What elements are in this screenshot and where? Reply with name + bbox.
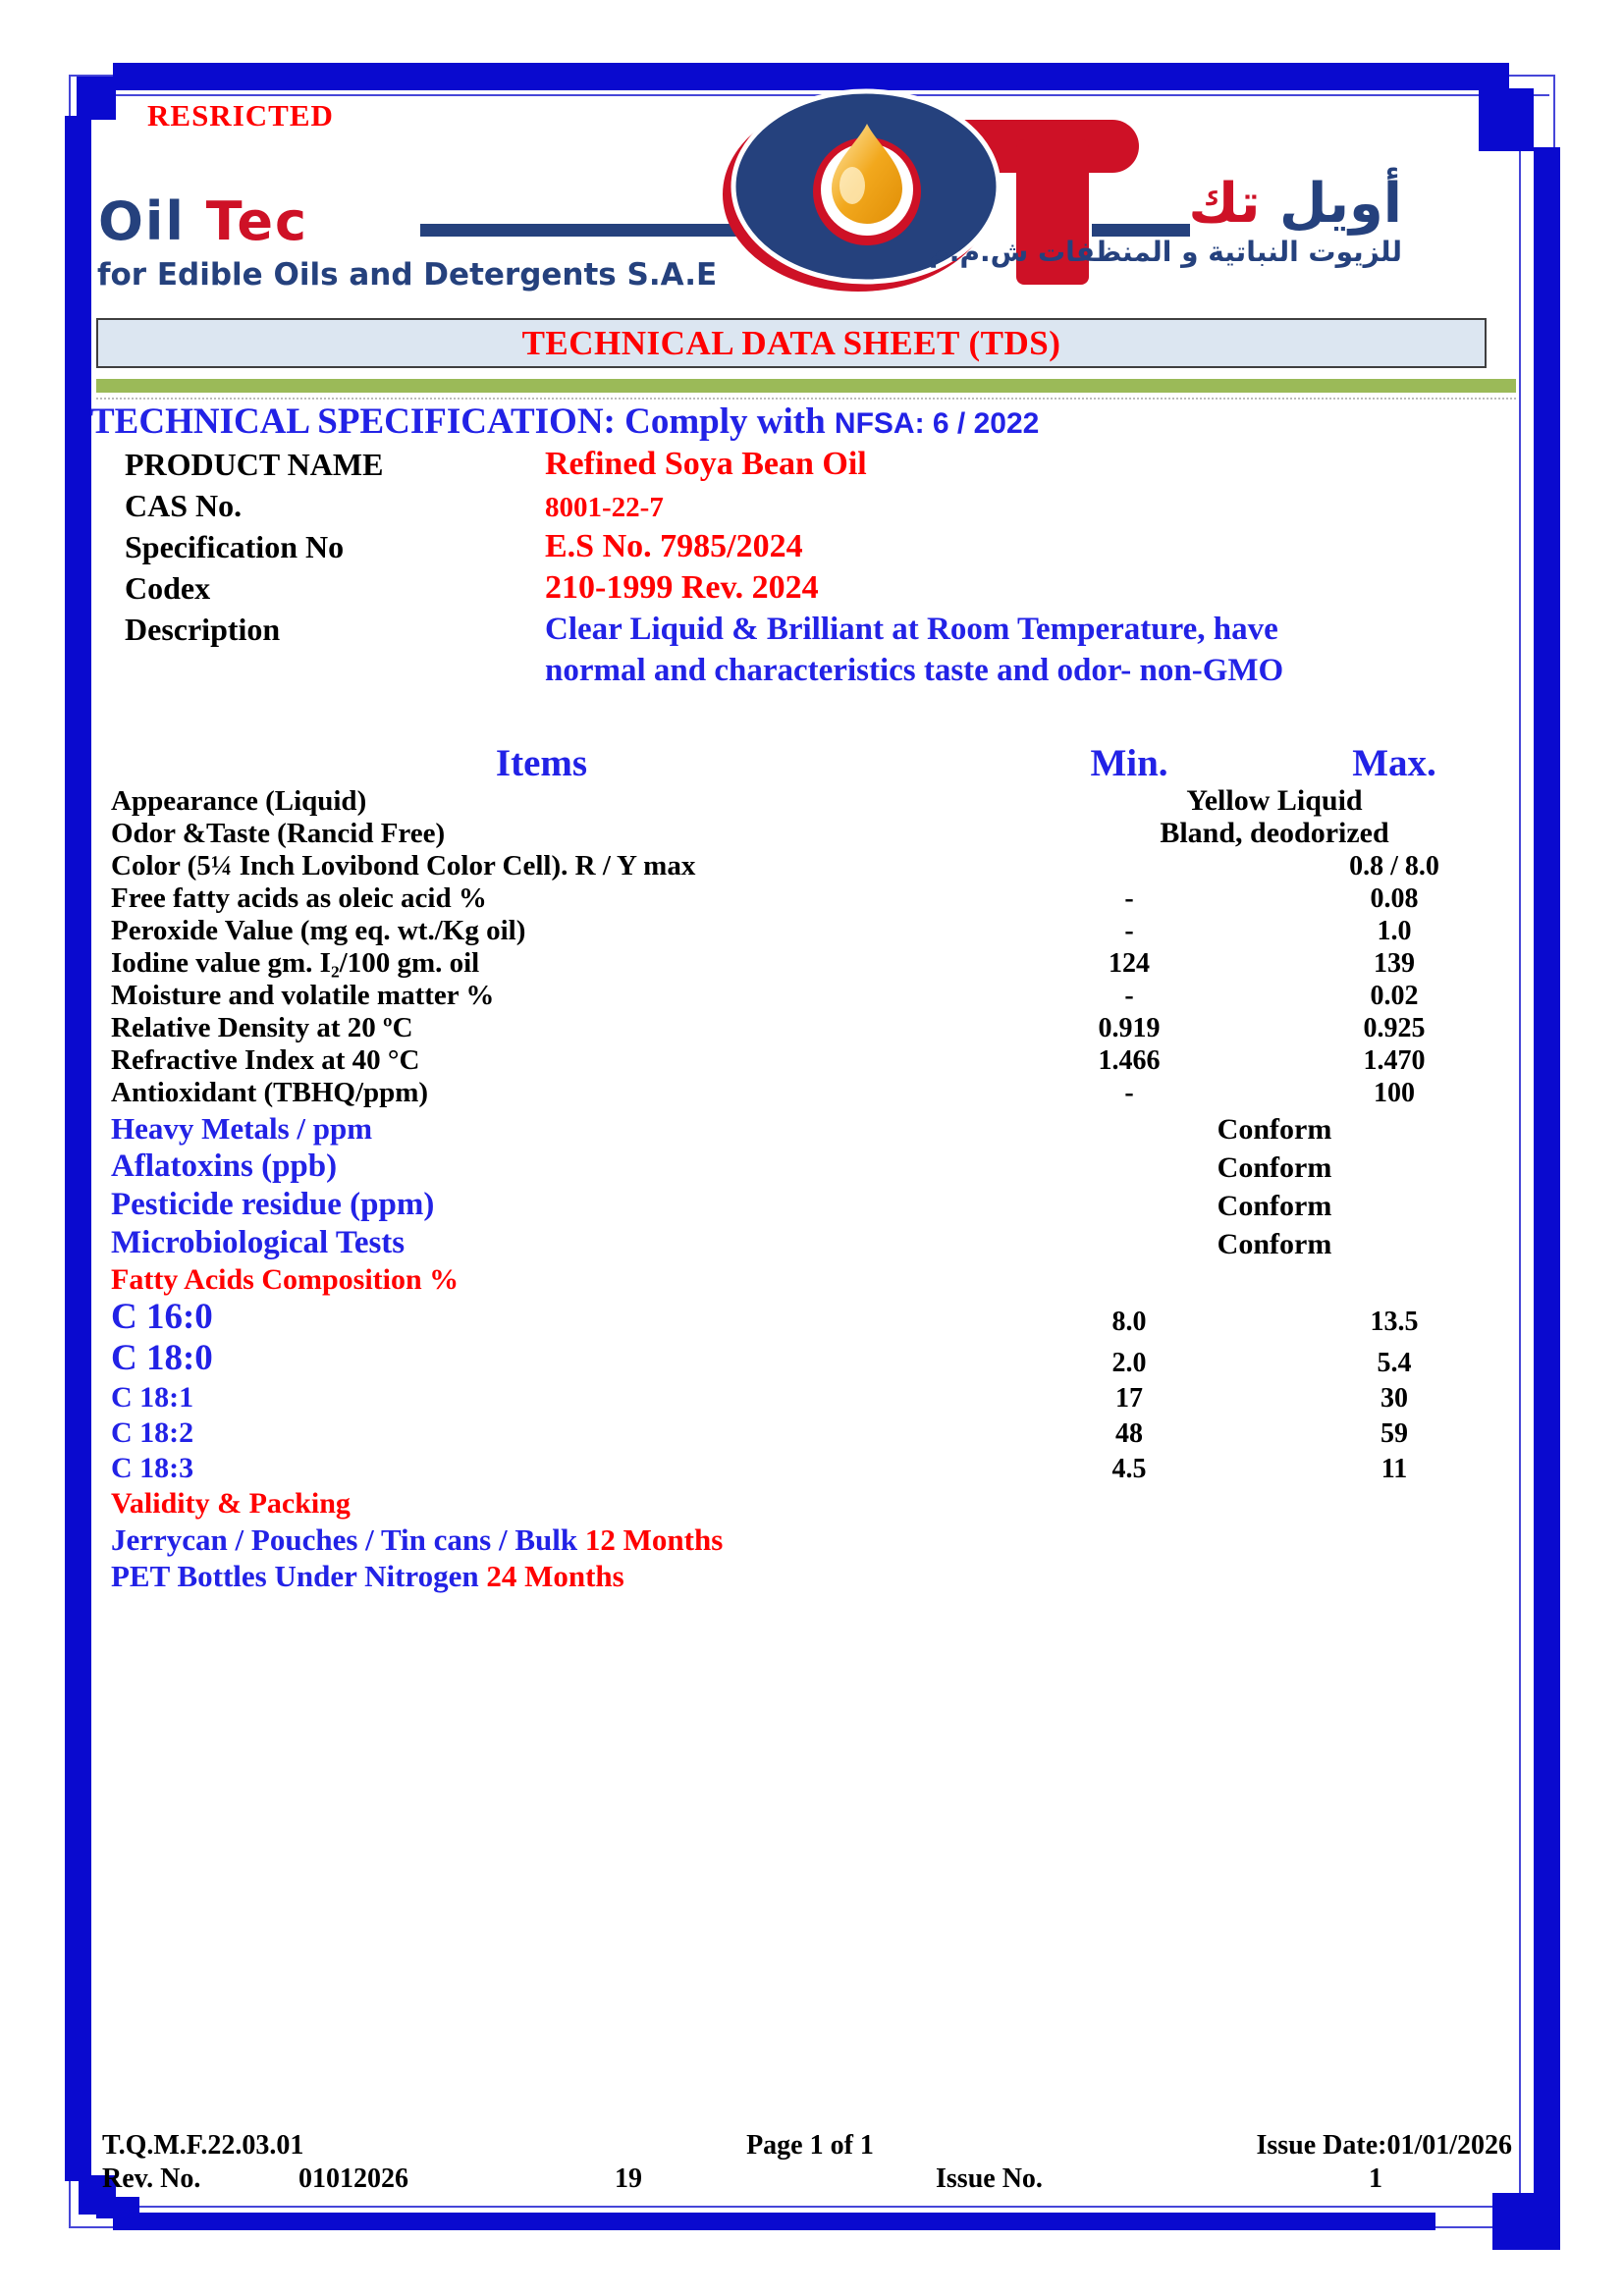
row-item-label: C 16:0	[111, 1297, 213, 1337]
footer-rev-value: 01012026	[298, 2163, 408, 2194]
field-label: Codex	[125, 570, 211, 606]
spec-table	[96, 736, 1517, 1521]
field-label: Specification No	[125, 529, 345, 564]
description-line2: normal and characteristics taste and odor- non-GMO	[545, 653, 1284, 688]
table-row	[96, 1415, 1517, 1450]
table-row	[96, 1044, 1517, 1077]
table-row	[96, 785, 1517, 818]
row-min-value: 2.0	[1111, 1348, 1147, 1378]
packing-months: 12 Months	[584, 1522, 724, 1557]
row-item-label: Aflatoxins (ppb)	[111, 1148, 338, 1184]
table-row	[96, 1109, 1517, 1147]
min-column-header: Min.	[1090, 742, 1168, 784]
frame-thin-bottom-line	[115, 2206, 1515, 2208]
row-max-value: 0.08	[1370, 883, 1419, 914]
row-min-value: 4.5	[1111, 1454, 1147, 1484]
table-row	[96, 818, 1517, 850]
footer-issue-date: Issue Date:01/01/2026	[1256, 2130, 1512, 2161]
dotted-separator-line	[96, 398, 1516, 400]
row-item-label: Antioxidant (TBHQ/ppm)	[111, 1077, 429, 1108]
packing-line	[96, 1522, 1517, 1558]
tds-title-banner: TECHNICAL DATA SHEET (TDS)	[96, 318, 1487, 368]
row-span-value: Conform	[1217, 1190, 1332, 1222]
table-row	[96, 1185, 1517, 1223]
field-value: Refined Soya Bean Oil	[545, 446, 867, 482]
field-value: 210-1999 Rev. 2024	[545, 569, 819, 606]
row-max-value: 13.5	[1370, 1307, 1419, 1337]
frame-topleft-step	[77, 77, 116, 120]
product-field-row	[125, 526, 1401, 567]
table-row	[96, 882, 1517, 915]
table-row	[96, 1223, 1517, 1261]
row-item-label: C 18:0	[111, 1338, 213, 1378]
validity-packing-lines	[96, 1522, 1517, 1594]
table-row	[96, 1077, 1517, 1109]
row-item-label: Refractive Index at 40 °C	[111, 1044, 420, 1076]
product-fields	[125, 444, 1401, 609]
row-min-value: 1.466	[1098, 1045, 1161, 1076]
table-row	[96, 1147, 1517, 1185]
row-min-value: -	[1124, 916, 1134, 946]
footer-page-number: Page 1 of 1	[746, 2130, 874, 2161]
row-max-value: 30	[1380, 1383, 1408, 1414]
row-min-value: 17	[1115, 1383, 1143, 1414]
frame-left-bar	[65, 116, 91, 2181]
row-item-label: Validity & Packing	[111, 1487, 351, 1520]
row-item-label: Heavy Metals / ppm	[111, 1111, 373, 1146]
packing-months: 24 Months	[486, 1559, 624, 1593]
row-item-label: C 18:1	[111, 1381, 194, 1414]
row-max-value: 1.0	[1377, 916, 1412, 946]
logo-rule-left	[420, 224, 736, 237]
row-max-value: 0.02	[1370, 981, 1419, 1011]
row-span-value: Conform	[1217, 1151, 1332, 1184]
green-separator-bar	[96, 379, 1516, 393]
table-row	[96, 1450, 1517, 1485]
footer-rev-extra: 19	[615, 2163, 642, 2194]
packing-line	[96, 1558, 1517, 1594]
table-row	[96, 1261, 1517, 1297]
row-max-value: 5.4	[1377, 1348, 1412, 1378]
max-column-header: Max.	[1352, 742, 1436, 784]
row-item-label: Iodine value gm. I₂/100 gm. oil	[111, 947, 480, 979]
brand-arabic-line1	[929, 172, 1402, 236]
row-min-value: 48	[1115, 1418, 1143, 1449]
packing-text: PET Bottles Under Nitrogen	[111, 1559, 487, 1593]
row-item-label: Appearance (Liquid)	[111, 785, 367, 817]
field-label: PRODUCT NAME	[125, 447, 384, 482]
row-max-value: 59	[1380, 1418, 1408, 1449]
description-line1: Clear Liquid & Brilliant at Room Temperature, have	[545, 612, 1278, 647]
company-tagline-arabic: للزيوت النباتية و المنظفات ش.م.م	[929, 236, 1402, 268]
row-item-label: Peroxide Value (mg eq. wt./Kg oil)	[111, 915, 526, 946]
row-span-value: Bland, deodorized	[1160, 817, 1389, 849]
brand-wordmark-english	[98, 190, 308, 252]
frame-topright-step	[1479, 88, 1534, 151]
description-label: Description	[125, 612, 281, 647]
product-field-row	[125, 485, 1401, 526]
brand-oil-text: Oil	[98, 190, 206, 252]
table-row	[96, 1297, 1517, 1338]
table-row	[96, 980, 1517, 1012]
row-max-value: 100	[1374, 1078, 1415, 1108]
row-item-label: Free fatty acids as oleic acid %	[111, 882, 487, 914]
footer-issue-value: 1	[1369, 2163, 1382, 2194]
row-item-label: Odor &Taste (Rancid Free)	[111, 818, 446, 849]
row-min-value: -	[1124, 981, 1134, 1011]
product-field-row	[125, 444, 1401, 485]
frame-bottom-bar	[113, 2213, 1435, 2230]
footer-row-1	[0, 2128, 1624, 2162]
table-body	[96, 785, 1517, 1521]
row-span-value: Conform	[1217, 1113, 1332, 1146]
footer-rev-label: Rev. No.	[102, 2163, 201, 2194]
restricted-classification-label: RESRICTED	[147, 98, 334, 133]
row-item-label: Moisture and volatile matter %	[111, 980, 495, 1011]
row-item-label: Microbiological Tests	[111, 1225, 406, 1260]
field-label: CAS No.	[125, 488, 243, 523]
brand-tec-text: Tec	[205, 190, 309, 252]
company-tagline-english: for Edible Oils and Detergents S.A.E	[97, 257, 718, 293]
row-max-value: 0.8 / 8.0	[1349, 851, 1439, 881]
row-min-value: -	[1124, 883, 1134, 914]
brand-wordmark-arabic	[929, 172, 1402, 271]
row-max-value: 11	[1380, 1454, 1408, 1484]
table-row	[96, 1485, 1517, 1521]
table-row	[96, 947, 1517, 980]
row-max-value: 1.470	[1363, 1045, 1426, 1076]
field-value: E.S No. 7985/2024	[545, 528, 803, 564]
row-min-value: 124	[1109, 948, 1150, 979]
items-column-header: Items	[495, 742, 588, 784]
row-min-value: -	[1124, 1078, 1134, 1108]
row-max-value: 0.925	[1363, 1013, 1426, 1043]
row-item-label: C 18:3	[111, 1452, 194, 1484]
row-span-value: Conform	[1217, 1228, 1332, 1260]
table-row	[96, 1338, 1517, 1379]
brand-arabic-tec: تك	[1188, 172, 1261, 236]
table-header-row	[96, 736, 1517, 785]
table-row	[96, 1012, 1517, 1044]
description-block	[125, 609, 1499, 691]
brand-arabic-oil: أويل	[1278, 172, 1402, 236]
row-max-value: 139	[1374, 948, 1415, 979]
packing-text: Jerrycan / Pouches / Tin cans / Bulk	[111, 1522, 585, 1557]
spec-heading-reference: NFSA: 6 / 2022	[834, 407, 1040, 440]
spec-section-heading	[90, 400, 1039, 443]
row-item-label: Fatty Acids Composition %	[111, 1263, 460, 1296]
product-field-row	[125, 567, 1401, 609]
footer-issue-label: Issue No.	[936, 2163, 1043, 2194]
spec-heading-main: TECHNICAL SPECIFICATION: Comply with	[90, 401, 835, 442]
footer-doc-code: T.Q.M.F.22.03.01	[102, 2130, 304, 2161]
row-span-value: Yellow Liquid	[1186, 784, 1363, 817]
row-item-label: Color (5¼ Inch Lovibond Color Cell). R / Y max	[111, 850, 696, 881]
table-row	[96, 850, 1517, 882]
row-item-label: Relative Density at 20 ºC	[111, 1012, 413, 1043]
table-row	[96, 1379, 1517, 1415]
row-item-label: Pesticide residue (ppm)	[111, 1187, 435, 1222]
row-min-value: 8.0	[1111, 1307, 1147, 1337]
table-row	[96, 915, 1517, 947]
row-item-label: C 18:2	[111, 1416, 194, 1449]
row-min-value: 0.919	[1098, 1013, 1161, 1043]
frame-bottomright-step	[1492, 2193, 1534, 2250]
footer-row-2	[0, 2162, 1624, 2195]
field-value: 8001-22-7	[545, 492, 664, 523]
